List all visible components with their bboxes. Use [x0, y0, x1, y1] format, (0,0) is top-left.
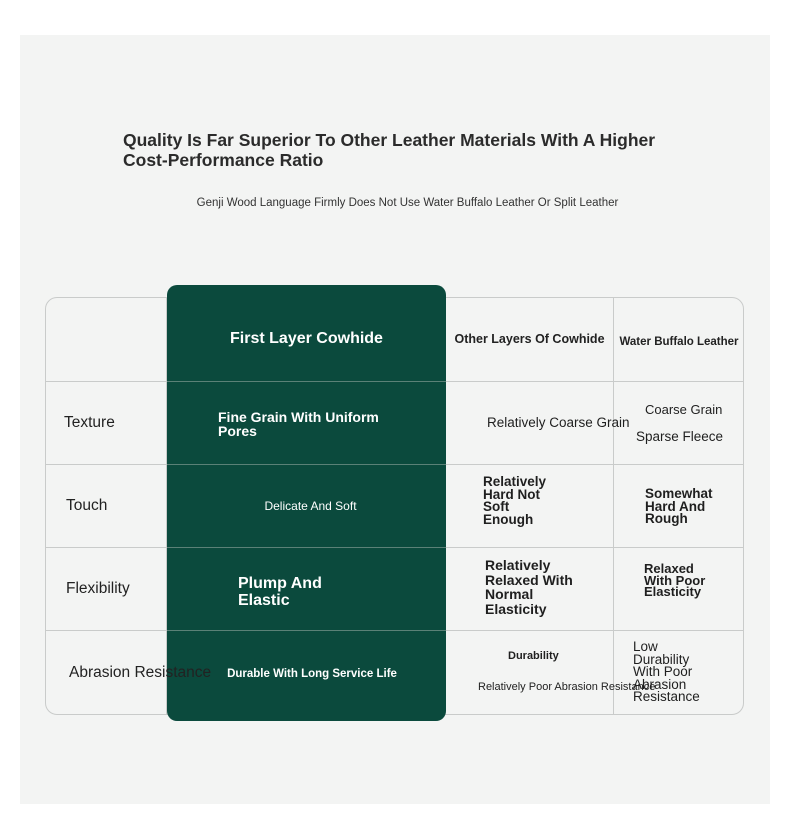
touch-first-layer: Delicate And Soft	[264, 498, 357, 513]
texture-buffalo-grain: Coarse Grain	[645, 402, 723, 417]
page-title: Quality Is Far Superior To Other Leather Materials With A Higher Cost-Performance Ratio	[123, 130, 656, 170]
row-label-touch: Touch	[66, 496, 108, 514]
column-header-first-layer: First Layer Cowhide	[230, 330, 383, 347]
touch-buffalo: Somewhat Hard And Rough	[645, 486, 713, 526]
column-header-other-layers: Other Layers Of Cowhide	[454, 332, 605, 346]
texture-other-layers: Relatively Coarse Grain	[487, 415, 630, 430]
abrasion-other-durability: Durability	[508, 650, 559, 662]
row-label-abrasion-resistance: Abrasion Resistance	[69, 663, 212, 681]
flexibility-buffalo: Relaxed With Poor Elasticity	[644, 561, 706, 599]
highlight-divider	[167, 547, 446, 548]
flexibility-first-layer: Plump And Elastic	[238, 575, 322, 609]
column-header-water-buffalo: Water Buffalo Leather	[619, 336, 739, 348]
touch-other-layers: Relatively Hard Not Soft Enough	[483, 474, 547, 527]
row-label-texture: Texture	[64, 413, 115, 431]
abrasion-other-resistance: Relatively Poor Abrasion Resistance	[478, 681, 656, 693]
highlight-divider	[167, 381, 446, 382]
page-subtitle: Genji Wood Language Firmly Does Not Use Water Buffalo Leather Or Split Leather	[196, 197, 619, 209]
abrasion-first-layer: Durable With Long Service Life	[227, 668, 397, 680]
abrasion-buffalo: Low Durability With Poor Abrasion Resistance	[633, 639, 700, 704]
texture-first-layer: Fine Grain With Uniform Pores	[218, 409, 379, 439]
flexibility-other-layers: Relatively Relaxed With Normal Elasticity	[485, 557, 573, 617]
texture-buffalo-fleece: Sparse Fleece	[636, 429, 724, 444]
row-label-flexibility: Flexibility	[66, 579, 130, 597]
